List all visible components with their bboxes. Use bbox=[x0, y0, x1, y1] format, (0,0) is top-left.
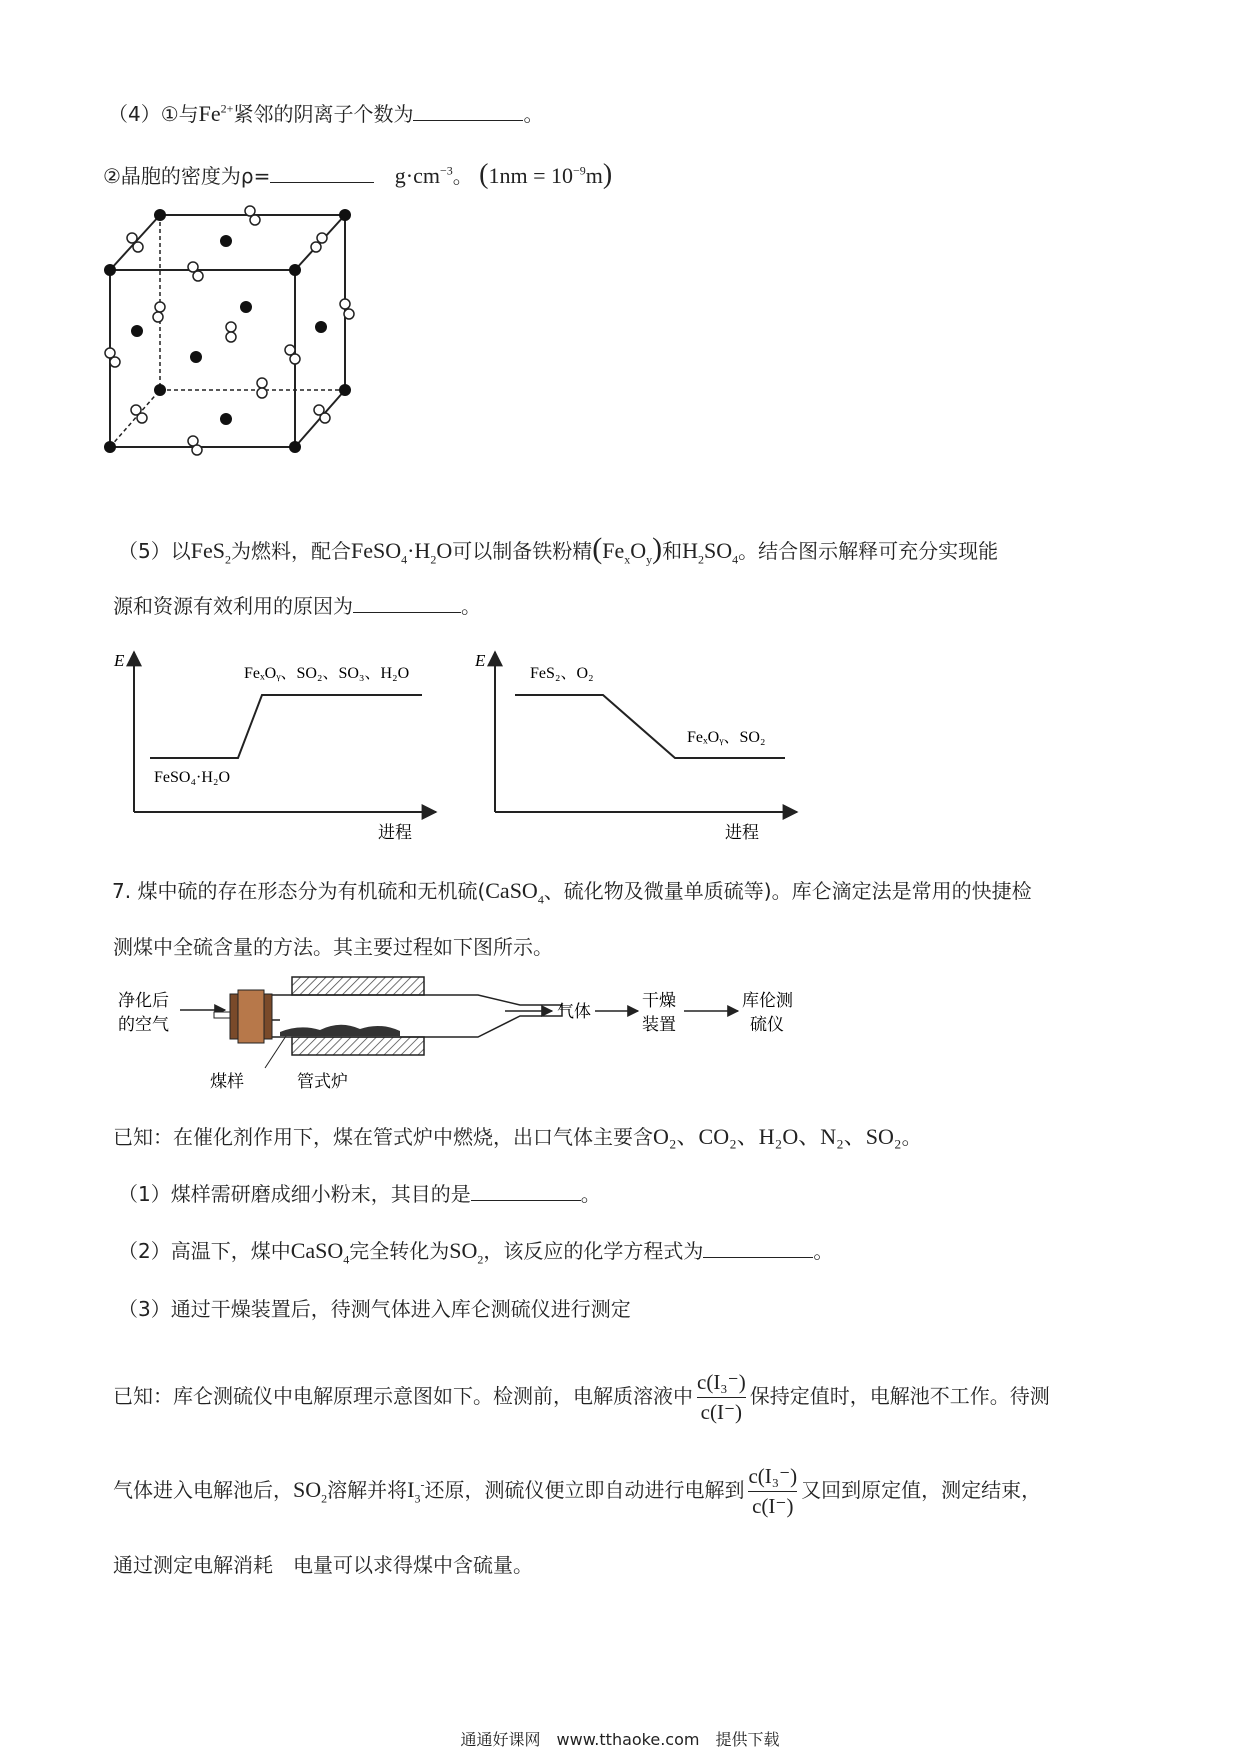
q5-line1: （5）以FeS$_2$为燃料，配合$FeSO_4\cdot H_2O$可以制备铁粉精$(Fe_xO_y)$和$H_2SO_4$。结合图示解释可充分实现能 bbox=[118, 532, 999, 567]
q7-known4: 通过测定电解消耗 电量可以求得煤中含硫量。 bbox=[113, 1553, 533, 1577]
answer-blank[interactable] bbox=[353, 594, 461, 613]
inlet-label-2: 的空气 bbox=[118, 1015, 169, 1035]
gas-label: 气体 bbox=[557, 1002, 591, 1022]
q7-line2: 测煤中全硫含量的方法。其主要过程如下图所示。 bbox=[113, 935, 553, 959]
q7-known1: 已知：在催化剂作用下，煤在管式炉中燃烧，出口气体主要含O₂、CO₂、H₂O、N₂、SO₂。 bbox=[113, 1124, 922, 1149]
end-species-label: FeₓOᵧ、SO₂、SO₃、H₂O bbox=[244, 665, 410, 682]
crystal-cell-figure bbox=[95, 200, 365, 460]
y-axis-label: E bbox=[114, 651, 125, 670]
furnace-bottom bbox=[292, 1037, 424, 1055]
start-species-label: FeSO₄·H₂O bbox=[154, 769, 231, 786]
inlet-label-1: 净化后 bbox=[118, 991, 169, 1011]
energy-path bbox=[150, 695, 422, 758]
answer-blank[interactable] bbox=[270, 164, 374, 183]
apparatus-diagram bbox=[110, 972, 910, 1092]
inlet-pipe bbox=[214, 1012, 230, 1018]
sample-leader bbox=[265, 1036, 286, 1068]
energy-path bbox=[515, 695, 785, 758]
q7-known3: 气体进入电解池后，$SO_2$溶解并将$I_3^-$还原，测硫仪便立即自动进行电解到 $\frac{\text{c(I₃⁻)}}{c(I^-)}$ 又回到原定值，测定结束， bbox=[113, 1464, 1042, 1519]
x-axis-label: 进程 bbox=[378, 823, 412, 843]
answer-blank[interactable] bbox=[703, 1239, 813, 1258]
y-axis-label: E bbox=[475, 651, 486, 670]
start-species-label: FeS₂、O₂ bbox=[530, 665, 594, 682]
end-species-label: FeₓOᵧ、SO₂ bbox=[687, 729, 766, 746]
coal-sample bbox=[280, 1025, 400, 1036]
q7-sub3: （3）通过干燥装置后，待测气体进入库仑测硫仪进行测定 bbox=[118, 1297, 631, 1321]
energy-diagram-2 bbox=[475, 640, 815, 850]
x-axis-label: 进程 bbox=[725, 823, 759, 843]
dryer-label-1: 干燥 bbox=[642, 991, 676, 1011]
q4-line1: （4）①与$Fe^{2+}$紧邻的阴离子个数为 。 bbox=[108, 101, 544, 126]
energy-diagram-1 bbox=[110, 640, 450, 850]
meter-label-1: 库伦测 bbox=[742, 991, 793, 1011]
q7-line1: 7. 煤中硫的存在形态分为有机硫和无机硫(CaSO$_4$、硫化物及微量单质硫等)。库仑滴定法是常用的快捷检 bbox=[112, 878, 1032, 907]
q4-line2: ②晶胞的密度为$\rho= g\cdot cm^{-3}$。 $(1nm = 10^{-9}m)$ bbox=[103, 159, 613, 190]
furnace-label: 管式炉 bbox=[297, 1072, 348, 1092]
ratio-fraction: $\frac{\text{c(I₃⁻)}}{c(I^-)}$ bbox=[697, 1370, 746, 1425]
stopper bbox=[238, 990, 264, 1043]
furnace-top bbox=[292, 977, 424, 995]
dryer-label-2: 装置 bbox=[642, 1015, 676, 1035]
ratio-fraction: $\frac{\text{c(I₃⁻)}}{c(I^-)}$ bbox=[748, 1464, 798, 1519]
q7-known2: 已知：库仑测硫仪中电解原理示意图如下。检测前，电解质溶液中 $\frac{\text{c(I₃⁻)}}{c(I^-)}$ 保持定值时，电解池不工作。待测 bbox=[113, 1370, 1050, 1425]
sample-label: 煤样 bbox=[210, 1072, 244, 1092]
stopper-right bbox=[264, 994, 272, 1039]
q5-line2: 源和资源有效利用的原因为 。 bbox=[113, 594, 481, 618]
meter-label-2: 硫仪 bbox=[750, 1015, 784, 1035]
q7-sub1: （1）煤样需研磨成细小粉末，其目的是 。 bbox=[118, 1182, 601, 1206]
q7-sub2: （2）高温下，煤中CaSO$_4$完全转化为$SO_2$，该反应的化学方程式为 。 bbox=[118, 1238, 834, 1267]
answer-blank[interactable] bbox=[413, 102, 523, 121]
page-footer: 通通好课网 www.tthaoke.com 提供下载 bbox=[460, 1730, 780, 1749]
stopper-left bbox=[230, 994, 238, 1039]
answer-blank[interactable] bbox=[471, 1182, 581, 1201]
